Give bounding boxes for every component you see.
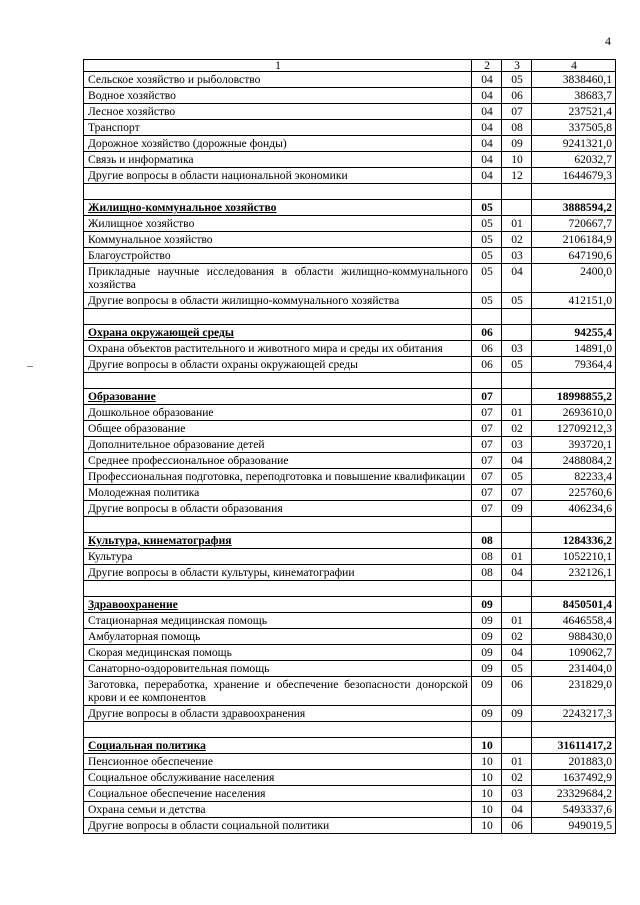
spacer-cell	[532, 517, 616, 533]
name-cell: Дополнительное образование детей	[84, 437, 472, 453]
amount-cell: 1052210,1	[532, 549, 616, 565]
subsection-code-cell: 04	[502, 645, 532, 661]
name-cell: Жилищно-коммунальное хозяйство	[84, 200, 472, 216]
section-code-cell: 09	[472, 613, 502, 629]
amount-cell: 337505,8	[532, 120, 616, 136]
table-row	[84, 565, 616, 581]
table-row	[84, 677, 616, 706]
table-row	[84, 453, 616, 469]
section-row	[84, 200, 616, 216]
amount-cell: 38683,7	[532, 88, 616, 104]
name-cell: Благоустройство	[84, 248, 472, 264]
spacer-cell	[84, 581, 472, 597]
amount-cell: 3838460,1	[532, 72, 616, 88]
section-code-cell: 04	[472, 152, 502, 168]
name-cell: Образование	[84, 389, 472, 405]
subsection-code-cell	[502, 738, 532, 754]
section-code-cell: 04	[472, 136, 502, 152]
section-row	[84, 533, 616, 549]
spacer-cell	[472, 517, 502, 533]
table-row	[84, 232, 616, 248]
amount-cell: 2243217,3	[532, 706, 616, 722]
amount-cell: 79364,4	[532, 357, 616, 373]
subsection-code-cell: 01	[502, 216, 532, 232]
subsection-code-cell: 06	[502, 818, 532, 834]
table-row	[84, 152, 616, 168]
spacer-cell	[84, 722, 472, 738]
section-code-cell: 07	[472, 389, 502, 405]
name-cell: Связь и информатика	[84, 152, 472, 168]
subsection-code-cell: 09	[502, 706, 532, 722]
section-code-cell: 05	[472, 232, 502, 248]
section-code-cell: 09	[472, 677, 502, 706]
name-cell: Другие вопросы в области национальной экономики	[84, 168, 472, 184]
spacer-cell	[84, 517, 472, 533]
spacer-row	[84, 581, 616, 597]
section-code-cell: 07	[472, 421, 502, 437]
spacer-cell	[532, 309, 616, 325]
amount-cell: 5493337,6	[532, 802, 616, 818]
name-cell: Другие вопросы в области социальной политики	[84, 818, 472, 834]
amount-cell: 412151,0	[532, 293, 616, 309]
name-cell: Здравоохранение	[84, 597, 472, 613]
name-cell: Общее образование	[84, 421, 472, 437]
section-code-cell: 04	[472, 104, 502, 120]
amount-cell: 4646558,4	[532, 613, 616, 629]
amount-cell: 62032,7	[532, 152, 616, 168]
name-cell: Социальная политика	[84, 738, 472, 754]
section-code-cell: 10	[472, 738, 502, 754]
name-cell: Прикладные научные исследования в области жилищно-коммунального хозяйства	[84, 264, 472, 293]
name-cell: Пенсионное обеспечение	[84, 754, 472, 770]
budget-table	[83, 59, 616, 834]
amount-cell: 109062,7	[532, 645, 616, 661]
subsection-code-cell: 09	[502, 501, 532, 517]
spacer-cell	[502, 722, 532, 738]
spacer-cell	[502, 373, 532, 389]
section-row	[84, 738, 616, 754]
amount-cell: 3888594,2	[532, 200, 616, 216]
subsection-code-cell: 01	[502, 405, 532, 421]
amount-cell: 237521,4	[532, 104, 616, 120]
subsection-code-cell	[502, 200, 532, 216]
amount-cell: 720667,7	[532, 216, 616, 232]
amount-cell: 201883,0	[532, 754, 616, 770]
subsection-code-cell: 07	[502, 104, 532, 120]
table-row	[84, 549, 616, 565]
name-cell: Заготовка, переработка, хранение и обеспечение безопасности донорской крови и ее компонентов	[84, 677, 472, 706]
table-row	[84, 357, 616, 373]
name-cell: Сельское хозяйство и рыболовство	[84, 72, 472, 88]
table-row	[84, 421, 616, 437]
name-cell: Другие вопросы в области культуры, кинематографии	[84, 565, 472, 581]
amount-cell: 949019,5	[532, 818, 616, 834]
header-col-1: 1	[84, 60, 472, 72]
spacer-cell	[84, 184, 472, 200]
amount-cell: 231404,0	[532, 661, 616, 677]
name-cell: Коммунальное хозяйство	[84, 232, 472, 248]
table-row	[84, 216, 616, 232]
section-code-cell: 06	[472, 325, 502, 341]
table-row	[84, 405, 616, 421]
name-cell: Культура, кинематография	[84, 533, 472, 549]
subsection-code-cell: 02	[502, 232, 532, 248]
section-row	[84, 325, 616, 341]
section-code-cell: 05	[472, 264, 502, 293]
table-row	[84, 293, 616, 309]
subsection-code-cell: 07	[502, 485, 532, 501]
section-code-cell: 07	[472, 485, 502, 501]
amount-cell: 31611417,2	[532, 738, 616, 754]
amount-cell: 225760,6	[532, 485, 616, 501]
table-row	[84, 437, 616, 453]
section-code-cell: 04	[472, 168, 502, 184]
subsection-code-cell	[502, 325, 532, 341]
name-cell: Профессиональная подготовка, переподготовка и повышение квалификации	[84, 469, 472, 485]
section-code-cell: 09	[472, 597, 502, 613]
table-row	[84, 72, 616, 88]
section-code-cell: 10	[472, 818, 502, 834]
spacer-cell	[532, 184, 616, 200]
table-row	[84, 645, 616, 661]
subsection-code-cell: 01	[502, 754, 532, 770]
amount-cell: 2488084,2	[532, 453, 616, 469]
name-cell: Другие вопросы в области жилищно-коммунального хозяйства	[84, 293, 472, 309]
name-cell: Молодежная политика	[84, 485, 472, 501]
header-col-4: 4	[532, 60, 616, 72]
amount-cell: 1644679,3	[532, 168, 616, 184]
spacer-cell	[472, 581, 502, 597]
table-row	[84, 661, 616, 677]
name-cell: Охрана объектов растительного и животного мира и среды их обитания	[84, 341, 472, 357]
section-code-cell: 05	[472, 248, 502, 264]
name-cell: Амбулаторная помощь	[84, 629, 472, 645]
subsection-code-cell: 03	[502, 248, 532, 264]
section-code-cell: 07	[472, 437, 502, 453]
subsection-code-cell: 03	[502, 786, 532, 802]
spacer-cell	[84, 373, 472, 389]
section-code-cell: 08	[472, 565, 502, 581]
subsection-code-cell	[502, 597, 532, 613]
amount-cell: 2106184,9	[532, 232, 616, 248]
amount-cell: 23329684,2	[532, 786, 616, 802]
table-row	[84, 136, 616, 152]
table-row	[84, 120, 616, 136]
spacer-cell	[502, 309, 532, 325]
subsection-code-cell: 05	[502, 661, 532, 677]
section-code-cell: 06	[472, 357, 502, 373]
header-col-3: 3	[502, 60, 532, 72]
subsection-code-cell: 10	[502, 152, 532, 168]
section-row	[84, 389, 616, 405]
amount-cell: 18998855,2	[532, 389, 616, 405]
table-row	[84, 613, 616, 629]
table-row	[84, 104, 616, 120]
name-cell: Дорожное хозяйство (дорожные фонды)	[84, 136, 472, 152]
section-code-cell: 07	[472, 469, 502, 485]
section-code-cell: 09	[472, 661, 502, 677]
section-code-cell: 10	[472, 754, 502, 770]
amount-cell: 988430,0	[532, 629, 616, 645]
amount-cell: 12709212,3	[532, 421, 616, 437]
amount-cell: 14891,0	[532, 341, 616, 357]
name-cell: Стационарная медицинская помощь	[84, 613, 472, 629]
subsection-code-cell: 02	[502, 770, 532, 786]
table-row	[84, 485, 616, 501]
name-cell: Другие вопросы в области охраны окружающей среды	[84, 357, 472, 373]
table-row	[84, 341, 616, 357]
spacer-row	[84, 373, 616, 389]
name-cell: Социальное обеспечение населения	[84, 786, 472, 802]
table-row	[84, 770, 616, 786]
name-cell: Другие вопросы в области здравоохранения	[84, 706, 472, 722]
section-code-cell: 06	[472, 341, 502, 357]
table-row	[84, 629, 616, 645]
section-code-cell: 04	[472, 120, 502, 136]
spacer-cell	[502, 184, 532, 200]
spacer-cell	[472, 184, 502, 200]
name-cell: Другие вопросы в области образования	[84, 501, 472, 517]
table-row	[84, 706, 616, 722]
table-row	[84, 168, 616, 184]
spacer-cell	[532, 722, 616, 738]
table-row	[84, 264, 616, 293]
amount-cell: 8450501,4	[532, 597, 616, 613]
spacer-row	[84, 309, 616, 325]
subsection-code-cell: 12	[502, 168, 532, 184]
table-row	[84, 754, 616, 770]
subsection-code-cell: 08	[502, 120, 532, 136]
subsection-code-cell	[502, 533, 532, 549]
section-code-cell: 05	[472, 293, 502, 309]
subsection-code-cell: 04	[502, 453, 532, 469]
name-cell: Дошкольное образование	[84, 405, 472, 421]
table-row	[84, 501, 616, 517]
name-cell: Культура	[84, 549, 472, 565]
spacer-row	[84, 184, 616, 200]
section-row	[84, 597, 616, 613]
section-code-cell: 08	[472, 549, 502, 565]
subsection-code-cell: 03	[502, 341, 532, 357]
subsection-code-cell: 04	[502, 565, 532, 581]
section-code-cell: 10	[472, 786, 502, 802]
amount-cell: 2400,0	[532, 264, 616, 293]
section-code-cell: 09	[472, 629, 502, 645]
name-cell: Охрана окружающей среды	[84, 325, 472, 341]
table-row	[84, 88, 616, 104]
name-cell: Скорая медицинская помощь	[84, 645, 472, 661]
subsection-code-cell: 05	[502, 72, 532, 88]
subsection-code-cell: 05	[502, 357, 532, 373]
section-code-cell: 10	[472, 802, 502, 818]
subsection-code-cell: 05	[502, 469, 532, 485]
subsection-code-cell: 01	[502, 613, 532, 629]
section-code-cell: 09	[472, 706, 502, 722]
table-row	[84, 818, 616, 834]
section-code-cell: 05	[472, 200, 502, 216]
amount-cell: 82233,4	[532, 469, 616, 485]
section-code-cell: 07	[472, 501, 502, 517]
amount-cell: 2693610,0	[532, 405, 616, 421]
section-code-cell: 04	[472, 88, 502, 104]
margin-mark	[27, 366, 33, 367]
name-cell: Водное хозяйство	[84, 88, 472, 104]
table-row	[84, 802, 616, 818]
section-code-cell: 09	[472, 645, 502, 661]
amount-cell: 406234,6	[532, 501, 616, 517]
amount-cell: 1637492,9	[532, 770, 616, 786]
spacer-cell	[472, 722, 502, 738]
subsection-code-cell	[502, 389, 532, 405]
spacer-cell	[84, 309, 472, 325]
name-cell: Охрана семьи и детства	[84, 802, 472, 818]
spacer-cell	[532, 373, 616, 389]
table-row	[84, 786, 616, 802]
name-cell: Лесное хозяйство	[84, 104, 472, 120]
section-code-cell: 07	[472, 453, 502, 469]
subsection-code-cell: 01	[502, 549, 532, 565]
amount-cell: 1284336,2	[532, 533, 616, 549]
name-cell: Социальное обслуживание населения	[84, 770, 472, 786]
subsection-code-cell: 02	[502, 421, 532, 437]
subsection-code-cell: 03	[502, 437, 532, 453]
header-col-2: 2	[472, 60, 502, 72]
section-code-cell: 05	[472, 216, 502, 232]
subsection-code-cell: 02	[502, 629, 532, 645]
amount-cell: 647190,6	[532, 248, 616, 264]
subsection-code-cell: 09	[502, 136, 532, 152]
amount-cell: 231829,0	[532, 677, 616, 706]
budget-table-body	[84, 60, 616, 834]
section-code-cell: 07	[472, 405, 502, 421]
name-cell: Жилищное хозяйство	[84, 216, 472, 232]
spacer-row	[84, 722, 616, 738]
spacer-row	[84, 517, 616, 533]
amount-cell: 393720,1	[532, 437, 616, 453]
section-code-cell: 10	[472, 770, 502, 786]
spacer-cell	[472, 309, 502, 325]
spacer-cell	[472, 373, 502, 389]
table-row	[84, 469, 616, 485]
section-code-cell: 04	[472, 72, 502, 88]
spacer-cell	[502, 517, 532, 533]
section-code-cell: 08	[472, 533, 502, 549]
name-cell: Санаторно-оздоровительная помощь	[84, 661, 472, 677]
table-row	[84, 248, 616, 264]
name-cell: Среднее профессиональное образование	[84, 453, 472, 469]
name-cell: Транспорт	[84, 120, 472, 136]
header-row	[84, 60, 616, 72]
subsection-code-cell: 04	[502, 264, 532, 293]
spacer-cell	[532, 581, 616, 597]
amount-cell: 94255,4	[532, 325, 616, 341]
subsection-code-cell: 04	[502, 802, 532, 818]
page-number: 4	[605, 34, 611, 48]
subsection-code-cell: 06	[502, 88, 532, 104]
spacer-cell	[502, 581, 532, 597]
amount-cell: 232126,1	[532, 565, 616, 581]
amount-cell: 9241321,0	[532, 136, 616, 152]
subsection-code-cell: 05	[502, 293, 532, 309]
subsection-code-cell: 06	[502, 677, 532, 706]
